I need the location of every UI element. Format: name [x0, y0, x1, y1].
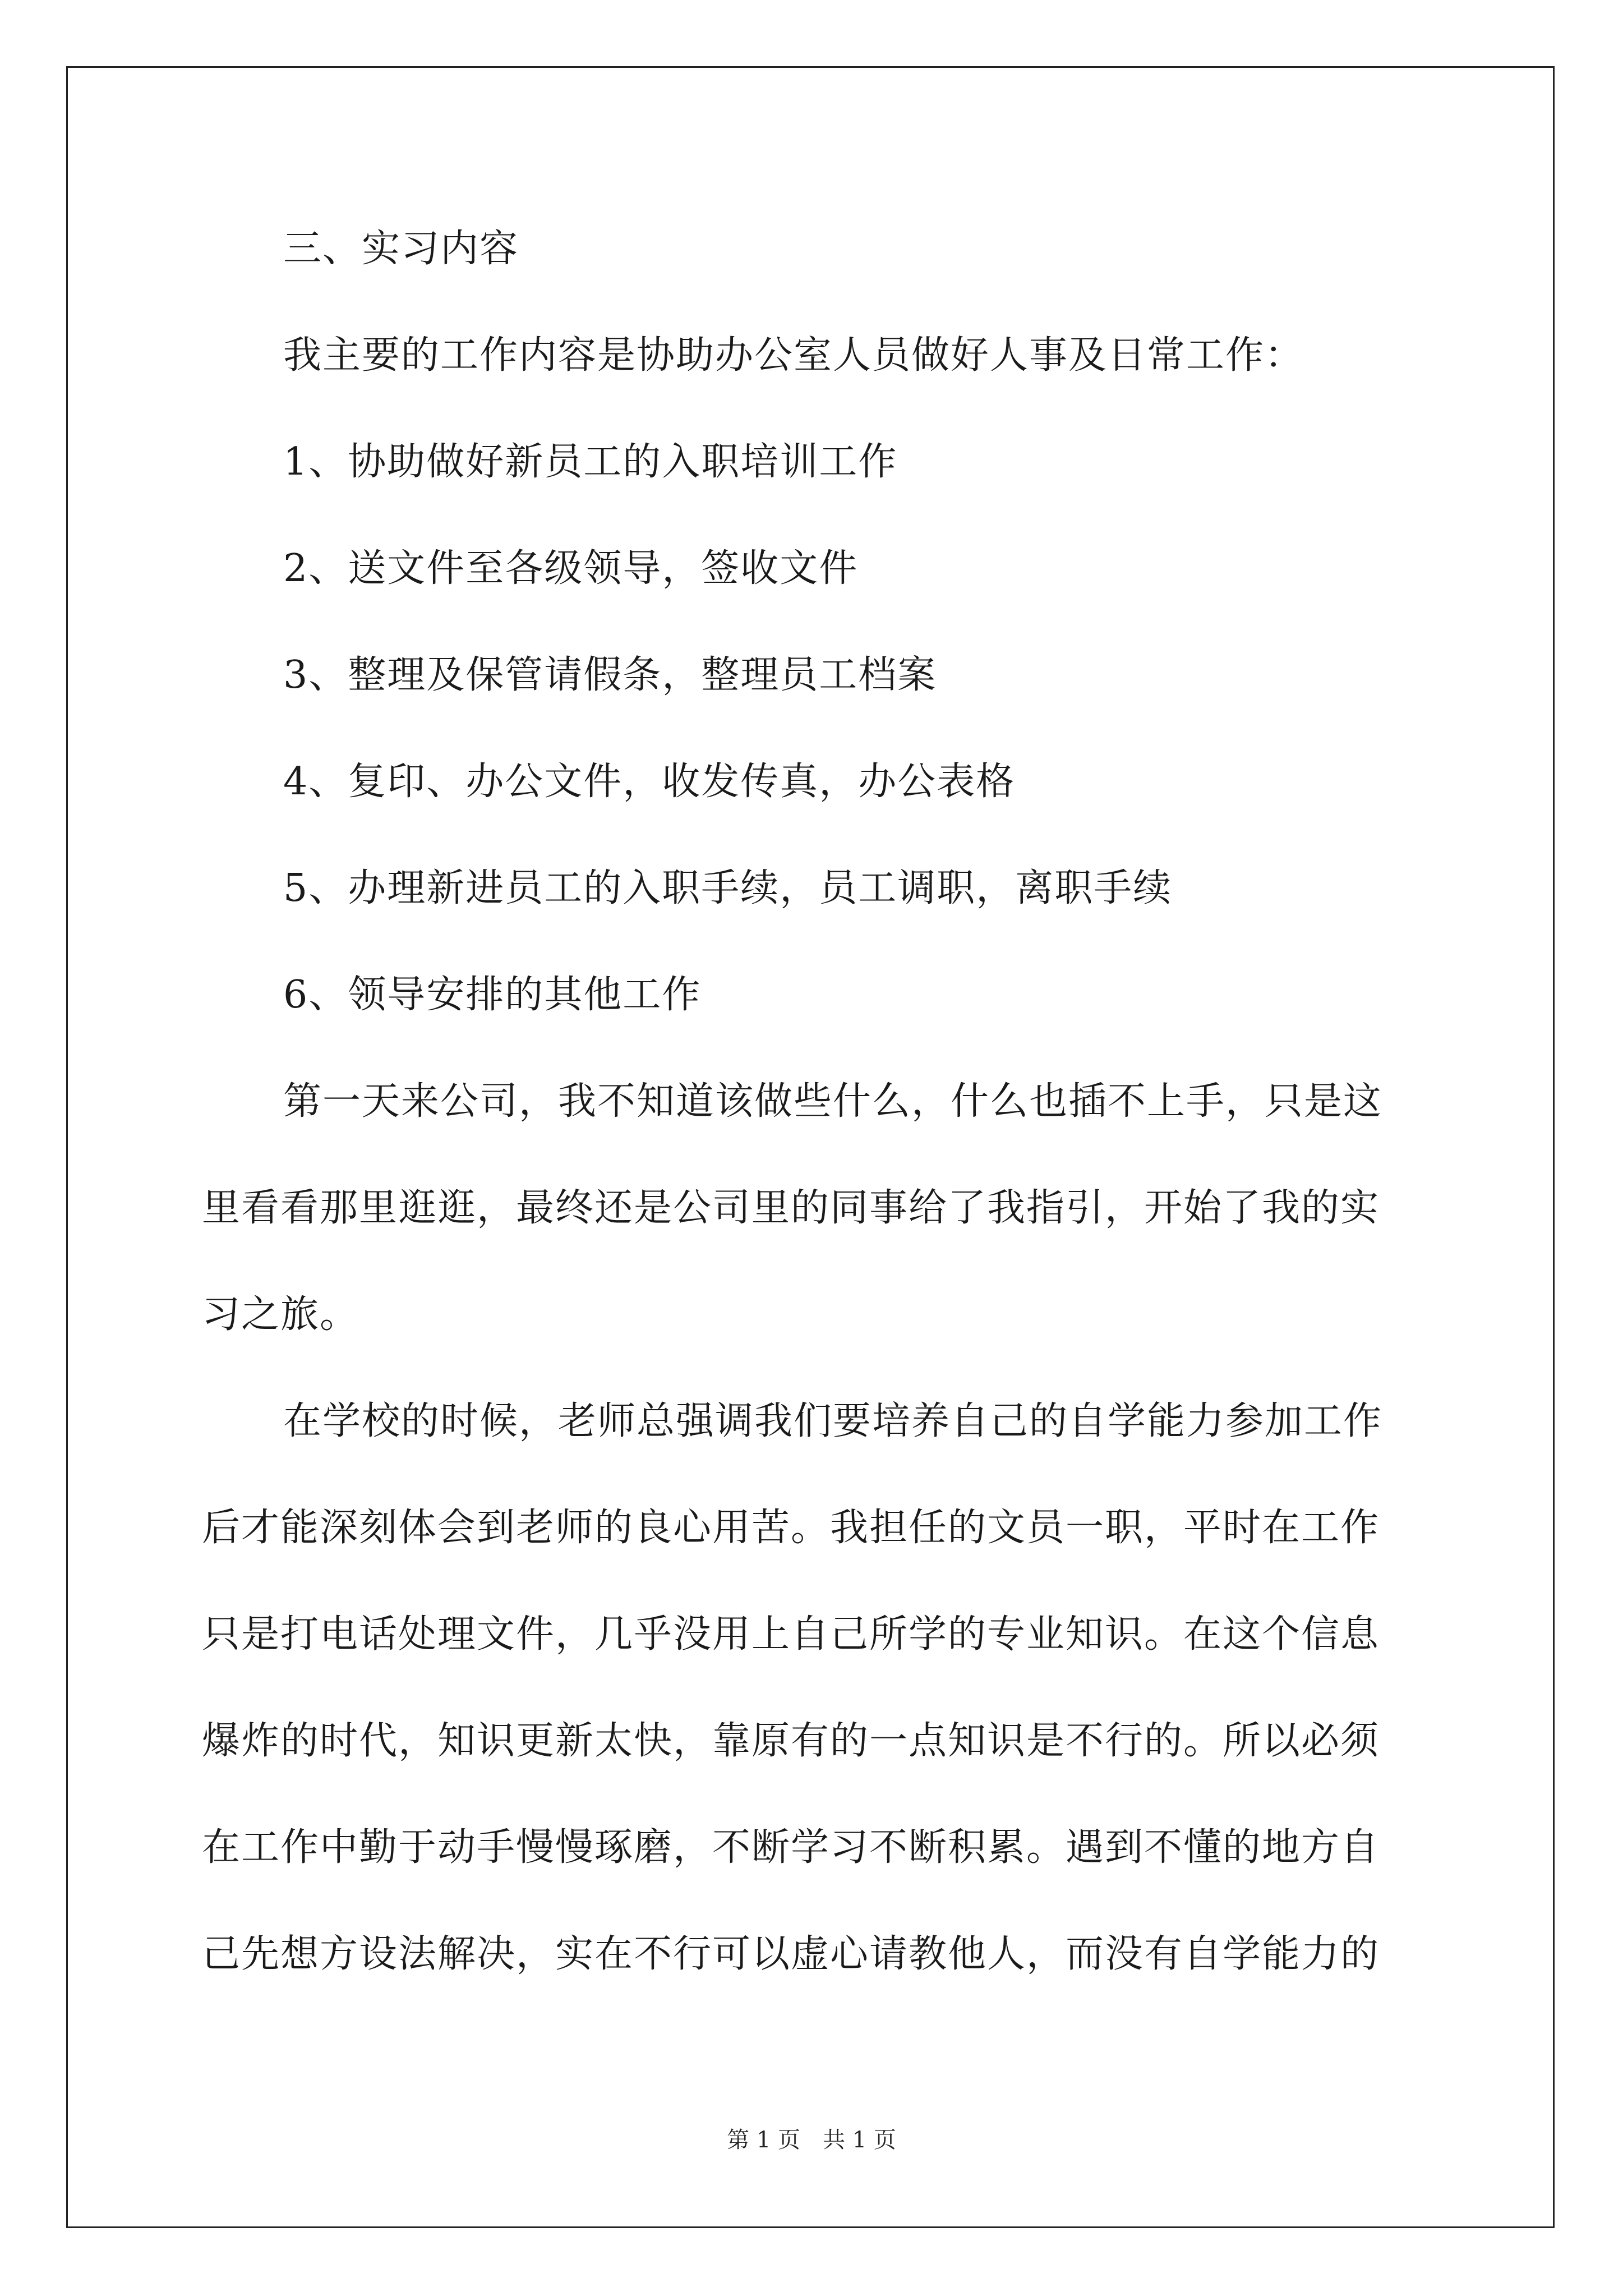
paragraph-line: 第一天来公司，我不知道该做些什么，什么也插不上手，只是这 — [283, 1079, 1383, 1124]
list-item: 3、整理及保管请假条，整理员工档案 — [283, 653, 937, 697]
page-footer: 第 1 页 共 1 页 — [727, 2127, 896, 2153]
paragraph-line: 里看看那里逛逛，最终还是公司里的同事给了我指引，开始了我的实 — [202, 1186, 1380, 1230]
list-item: 6、领导安排的其他工作 — [283, 973, 702, 1017]
paragraph-line: 后才能深刻体会到老师的良心用苦。我担任的文员一职，平时在工作 — [202, 1506, 1380, 1550]
paragraph-line: 在工作中勤于动手慢慢琢磨，不断学习不断积累。遇到不懂的地方自 — [202, 1825, 1380, 1870]
paragraph-line: 习之旅。 — [202, 1292, 359, 1337]
paragraph-line: 爆炸的时代，知识更新太快，靠原有的一点知识是不行的。所以必须 — [202, 1719, 1380, 1763]
list-item: 4、复印、办公文件，收发传真，办公表格 — [283, 760, 1016, 804]
paragraph-line: 在学校的时候，老师总强调我们要培养自己的自学能力参加工作 — [283, 1399, 1383, 1443]
list-item: 2、送文件至各级领导，签收文件 — [283, 546, 859, 591]
paragraph-line: 己先想方设法解决，实在不行可以虚心请教他人，而没有自学能力的 — [202, 1932, 1380, 1976]
list-item: 5、办理新进员工的入职手续，员工调职，离职手续 — [283, 866, 1173, 910]
section-heading: 三、实习内容 — [283, 227, 519, 271]
page-border — [66, 66, 1555, 2228]
paragraph-line: 只是打电话处理文件，几乎没用上自己所学的专业知识。在这个信息 — [202, 1612, 1380, 1657]
list-item: 1、协助做好新员工的入职培训工作 — [283, 440, 898, 484]
intro-line: 我主要的工作内容是协助办公室人员做好人事及日常工作： — [283, 333, 1304, 378]
